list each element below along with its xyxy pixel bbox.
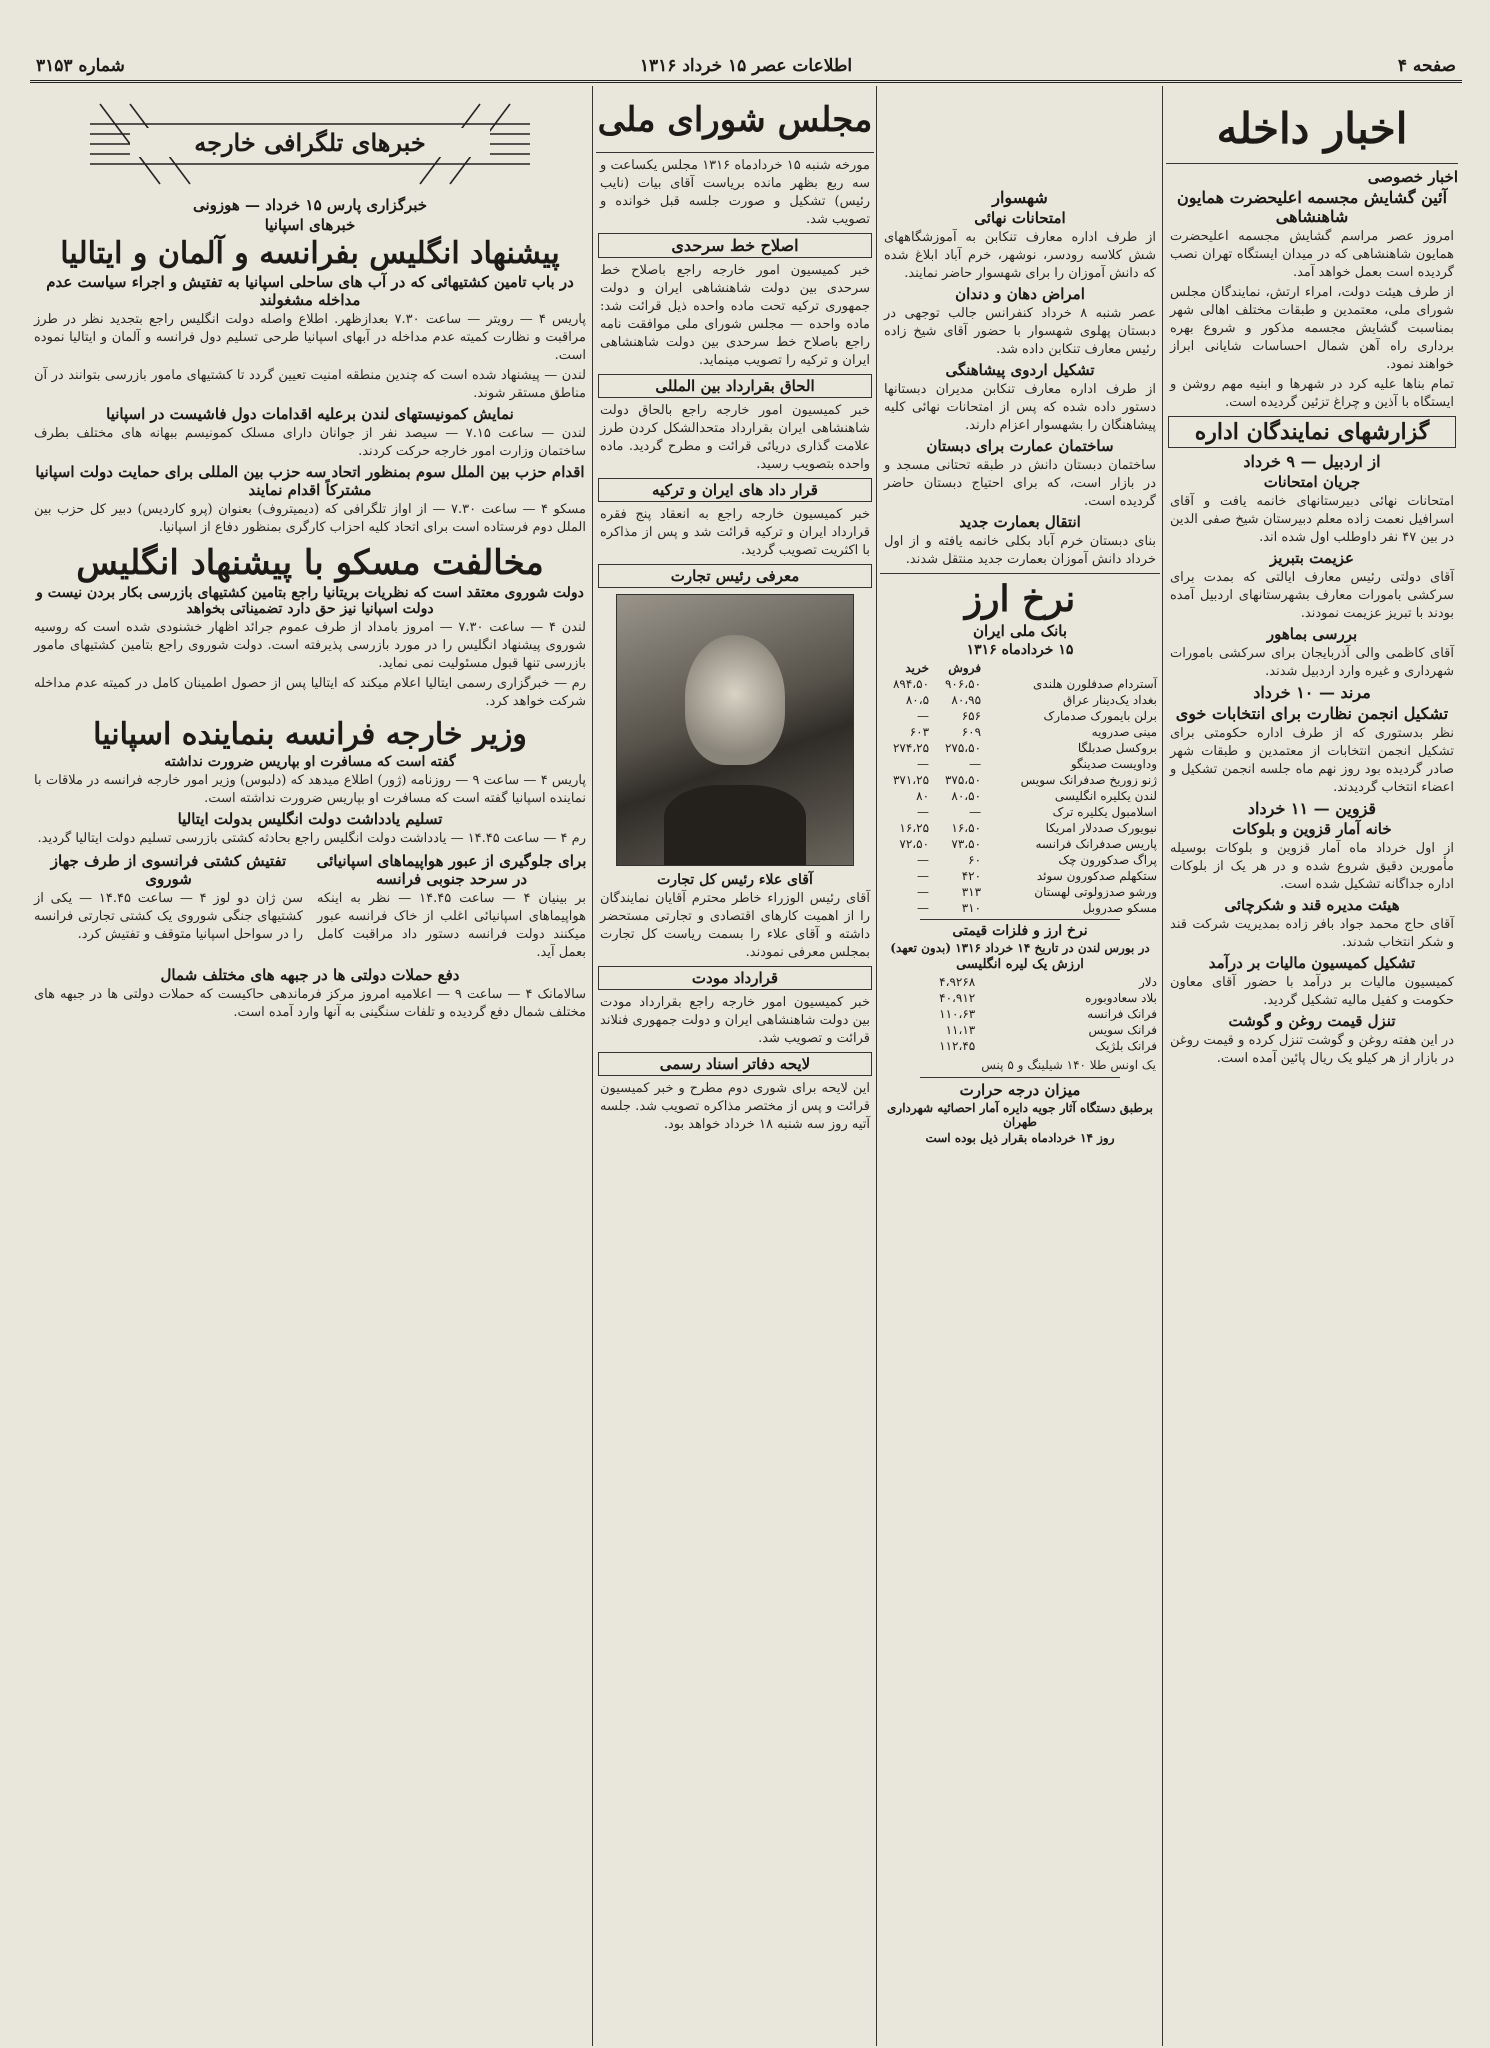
rate-row	[880, 692, 1160, 708]
buy-rate: ۲۷۴،۲۵	[892, 741, 930, 755]
gold-price: یک اونس طلا ۱۴۰ شیلینگ و ۵ پنس	[981, 1058, 1156, 1072]
rate-row	[880, 788, 1160, 804]
article-paragraph: خبر کمیسیون امور خارجه راجع بالحاق دولت شاهنشاهی ایران بقرارداد متحدالشکل کردن طرز علامت گذاری دریائی قرائت و مطرح گردید. ماده واحده بتصویب رسید.	[600, 403, 870, 472]
currency-name: ستکهلم صدکورون سوئد	[1036, 869, 1157, 883]
article-paragraph: رم — خبرگزاری رسمی ایتالیا اعلام میکند که ایتالیا پس از حصول اطمینان کامل در کمیته عدم مداخله شرکت خواهد کرد.	[34, 676, 586, 709]
article-paragraph: لندن — ساعت ۷.۱۵ — سیصد نفر از جوانان دارای مسلک کمونیسم ببهانه های مختلف بطرف ساختمان وزارت امور خارجه حرکت کردند.	[34, 426, 586, 459]
rates-date: ۱۵ خردادماه ۱۳۱۶	[966, 642, 1074, 658]
sell-rate: —	[969, 757, 982, 771]
inspection-story	[30, 850, 307, 964]
rate-row	[880, 884, 1160, 900]
article-paragraph: بر بینیان ۴ — ساعت ۱۴.۴۵ — نظر به اینکه هواپیماهای اسپانیائی اغلب از خاک فرانسه عبور میکنند دولت فرانسه دستور داد مراقبت کامل بعمل آید.	[317, 891, 587, 960]
issue-number: شماره ۳۱۵۳	[36, 56, 125, 76]
buy-rate: ۶۰۳	[909, 725, 930, 739]
board-headline: هیئت مدیره قند و شکرچائی	[1224, 896, 1400, 914]
article-paragraph: عصر شنبه ۸ خرداد کنفرانس جالب توجهی در دبستان پهلوی شهسوار با حضور آقای شیخ زاده رئیس معارف تنکابن داده شد.	[884, 306, 1156, 357]
ahar-headline: بررسی بماهور	[1266, 625, 1358, 643]
article-paragraph: امتحانات نهائی دبیرستانهای خانمه یافت و آقای اسرافیل نعمت زاده معلم دبیرستان شیخ صفی الدین در بین ۴۷ نفر داوطلب اول شده اند.	[1170, 494, 1454, 545]
london-protest-headline: نمایش کمونیستهای لندن برعلیه اقدامات دول فاشیست در اسپانیا	[106, 405, 514, 423]
fixed-rates-head: ارزش یک لیره انگلیسی	[956, 957, 1084, 972]
rate-value: ۴،۹۲۶۸	[939, 975, 976, 989]
currency-name: بروکسل صدبلگا	[1077, 741, 1157, 755]
article-paragraph: سن ژان دو لوز ۴ — ساعت ۱۴.۴۵ — یکی از کشتیهای جنگی شوروی یک کشتی تجارتی فرانسه را در سواحل اسپانیا متوقف و تفتیش کرد.	[34, 891, 304, 942]
border-headline: اصلاح خط سرحدی	[671, 236, 799, 255]
currency-name: پاریس صدفرانک فرانسه	[1035, 837, 1157, 851]
dateline-qazvin: قزوین — ۱۱ خرداد	[1247, 799, 1377, 818]
tax-headline: تشکیل کمیسیون مالیات بر درآمد	[1208, 954, 1416, 972]
currency-name: ژنو زوریخ صدفرانک سویس	[1020, 773, 1157, 787]
rate-row	[880, 1006, 1160, 1022]
article-paragraph: لندن ۴ — ساعت ۷.۳۰ — امروز بامداد از طرف عموم جرائد اظهار خشنودی شده است که روسیه شوروی پیشنهاد انگلیس را در مورد بازرسی پذیرفته است. دولت شوروی راجع بتامین کشتیهای مامور بازرسی تنها قبول مسئولیت نمی نماید.	[34, 620, 586, 671]
sell-rate: ۲۷۵،۵۰	[944, 741, 982, 755]
dateline-marand: مرند — ۱۰ خرداد	[1253, 683, 1371, 702]
currency-name: فرانک بلژیک	[1095, 1039, 1157, 1053]
rate-row	[880, 1038, 1160, 1054]
private-news-label: اخبار خصوصی	[1367, 168, 1458, 186]
column-rule	[592, 86, 593, 2046]
fixed-rates-title: نرخ ارز و فلزات قیمتی	[952, 923, 1088, 939]
article-paragraph: امروز عصر مراسم گشایش مجسمه اعلیحضرت همایون شاهنشاهی که در میدان ایستگاه تهران نصب گردیده است بعمل خواهد آمد.	[1170, 229, 1454, 280]
sell-rate: ۹۰۶،۵۰	[944, 677, 982, 691]
oil-headline: تنزل قیمت روغن و گوشت	[1228, 1012, 1396, 1030]
sell-rate: ۷۳،۵۰	[951, 837, 982, 851]
page-number: صفحه ۴	[1397, 56, 1456, 76]
page-header	[30, 56, 1462, 83]
front-headline: دفع حملات دولتی ها در جبهه های مختلف شمال	[160, 966, 460, 984]
buy-rate: ۳۷۱،۲۵	[892, 773, 930, 787]
rate-row	[880, 724, 1160, 740]
article-paragraph: از طرف هیئت دولت، امراء ارتش، نمایندگان مجلس شورای ملی، معتمدین و طبقات مختلف اهالی شهر بمناسبت گشایش مجسمه مذکور و شروع بهره برداری راه آهن شمال احساسات شایانی ابراز خواهند نمود.	[1170, 285, 1454, 372]
finals-headline: امتحانات نهائی	[974, 209, 1066, 227]
rate-row	[880, 1022, 1160, 1038]
aircraft-headline: برای جلوگیری از عبور هواپیماهای اسپانیائی در سرحد جنوبی فرانسه	[316, 852, 587, 888]
scouts-headline: تشکیل اردوی پیشاهنگی	[945, 361, 1095, 379]
article-paragraph: از طرف اداره معارف تنکابن به آموزشگاههای شش کلاسه رودسر، نوشهر، خرم آباد ابلاغ شده که دانش آموزان را برای شهسوار حاضر نمایند.	[884, 230, 1156, 281]
article-paragraph: خبر کمیسیون امور خارجه راجع باصلاح خط سرحدی بین دولت شاهنشاهی ایران و دولت جمهوری ترکیه تحت ماده واحده ذیل قرائت شد: ماده واحده — مجلس شورای ملی موافقت نامه راجع باصلاح خط سرحدی بین دولت شاهنشاهی ایران و ترکیه را تصویب مینماید.	[600, 263, 870, 368]
column-rule	[1162, 86, 1163, 2046]
buy-rate: —	[917, 885, 930, 899]
rate-row	[880, 836, 1160, 852]
committee-headline: تشکیل انجمن نظارت برای انتخابات خوی	[1175, 704, 1449, 723]
commerce-headline: معرفی رئیس تجارت	[670, 567, 800, 585]
treaty-headline: قرار داد های ایران و ترکیه	[652, 481, 818, 499]
rate-value: ۱۱۲،۴۵	[939, 1039, 976, 1053]
proposal-headline: پیشنهاد انگلیس بفرانسه و آلمان و ایتالیا	[60, 236, 560, 271]
fixed-rates-subtitle: در بورس لندن در تاریخ ۱۴ خرداد ۱۳۱۶ (بدون تعهد)	[890, 941, 1150, 955]
treaty2-headline: قرارداد مودت	[691, 969, 779, 987]
article-paragraph: رم ۴ — ساعت ۱۴.۴۵ — یادداشت دولت انگلیس راجع بحادثه کشتی بازرسی تسلیم دولت ایتالیا گردید.	[37, 831, 586, 846]
currency-name: اسلامبول یکلیره ترک	[1052, 805, 1157, 819]
article-paragraph: تمام بناها علیه کرد در شهرها و ابنیه مهم روشن و ایستگاه با آذین و چراغ تزئین گردیده است.	[1170, 377, 1454, 410]
shahsavar-title: شهسوار	[992, 188, 1048, 207]
article-paragraph: از اول خرداد ماه آمار قزوین و بلوکات بوسیله مأمورین دقیق شروع شده و در هر یک از بلوکات اداره جداگانه تشکیل شده است.	[1170, 841, 1454, 892]
registry-headline: لایحه دفاتر اسناد رسمی	[659, 1055, 811, 1073]
sell-rate: —	[969, 805, 982, 819]
buy-rate: ۸۹۴،۵۰	[892, 677, 930, 691]
domestic-masthead: اخبار داخله	[1216, 104, 1408, 153]
article-paragraph: آقای دولتی رئیس معارف ایالتی که بمدت برای سرکشی بامورات معارف بشهرستانهای اردبیل آمده بودند با تبریز عزیمت نمودند.	[1170, 570, 1454, 621]
currency-name: فرانک فرانسه	[1087, 1007, 1157, 1021]
majlis-column	[596, 88, 874, 2038]
aircraft-story	[313, 850, 590, 964]
international-headline: اقدام حزب بین الملل سوم بمنظور اتحاد سه حزب بین المللی برای حمایت دولت اسپانیا مشترکاً اقدام نمایند	[35, 463, 585, 499]
article-paragraph: آقای کاظمی والی آذربایجان برای سرکشی بامورات شهرداری و غیره وارد اردبیل شدند.	[1170, 646, 1454, 679]
temperature-source: برطبق دستگاه آثار جویه دایره آمار احصائیه شهرداری طهران	[887, 1101, 1153, 1129]
temperature-date: روز ۱۴ خردادماه بقرار ذیل بوده است	[925, 1131, 1115, 1145]
london-rates-table	[880, 974, 1160, 1054]
provinces-column	[880, 88, 1160, 2038]
buy-header: خرید	[905, 661, 930, 675]
rate-value: ۴۰،۹۱۲	[939, 991, 976, 1005]
rate-row	[880, 974, 1160, 990]
rates-bank: بانک ملی ایران	[972, 622, 1068, 640]
sell-rate: ۳۷۵،۵۰	[944, 773, 982, 787]
rates-title: نرخ ارز	[964, 578, 1076, 620]
photo-caption: آقای علاء رئیس کل تجارت	[657, 872, 813, 888]
buy-rate: —	[917, 757, 930, 771]
rate-row	[880, 676, 1160, 692]
proposal-subhead: در باب تامین کشتیهائی که در آب های ساحلی اسپانیا به تفتیش و اجراء سیاست عدم مداخله مشغولند	[46, 273, 574, 309]
article-paragraph: ساختمان دبستان دانش در طبقه تحتانی مسجد و در بازار است، که برای احتیاج دبستان حاضر گردیده است.	[884, 458, 1156, 509]
census-headline: خانه آمار قزوین و بلوکات	[1232, 820, 1392, 838]
rate-row	[880, 990, 1160, 1006]
note-headline: تسلیم یادداشت دولت انگلیس بدولت ایتالیا	[177, 810, 443, 828]
article-paragraph: لندن — پیشنهاد شده است که چندین منطقه امنیت تعیین گردد تا کشتیهای مامور بازرسی بتوانند در آن مناطق مستقر شوند.	[34, 368, 586, 401]
article-paragraph: مسکو ۴ — ساعت ۷.۳۰ — از اواز تلگرافی که (دیمیتروف) بعنوان (پرو کاردیس) دبیر کل حزب بین الملل دوم فرستاده است برای اتحاد کلیه احزاب کارگری بمنظور دفاع از اسپانیا.	[34, 502, 586, 535]
sell-rate: ۱۶،۵۰	[951, 821, 982, 835]
buy-rate: ۸۰	[916, 789, 930, 803]
buy-rate: —	[917, 901, 930, 915]
currency-name: مینی صدرویه	[1091, 725, 1157, 739]
currency-name: آستردام صدفلورن هلندی	[1033, 677, 1157, 691]
sell-rate: ۸۰،۵۰	[951, 789, 982, 803]
rate-value: ۱۱۰،۶۳	[939, 1007, 976, 1021]
french-minister-subhead: گفته است که مسافرت او بپاریس ضرورت نداشته	[164, 754, 456, 770]
sell-header: فروش	[948, 661, 982, 675]
sell-rate: ۶۰	[968, 853, 982, 867]
article-paragraph: پاریس ۴ — ساعت ۹ — روزنامه (ژور) اطلاع میدهد که (دلبوس) وزیر امور خارجه فرانسه در ملاقات با نماینده اسپانیا گفته است که مسافرت او بپاریس ضرورت نداشته است.	[34, 773, 586, 806]
rate-row	[880, 900, 1160, 916]
move-headline: انتقال بعمارت جدید	[959, 513, 1081, 531]
rate-row	[880, 868, 1160, 884]
buy-rate: —	[917, 869, 930, 883]
agency-dateline: خبرگزاری پارس ۱۵ خرداد — هوزونی	[192, 196, 428, 214]
rate-row	[880, 756, 1160, 772]
moscow-subhead: دولت شوروی معتقد است که نظریات بریتانیا راجع بتامین کشتیهای بازرسی بکار بردن نیست و دولت اسپانیا نیز حق دارد تضمیناتی بخواهد	[36, 585, 584, 617]
moscow-headline: مخالفت مسکو با پیشنهاد انگلیس	[76, 543, 544, 583]
sell-rate: ۶۵۶	[961, 709, 982, 723]
buy-rate: ۷۲،۵۰	[899, 837, 930, 851]
paper-title: اطلاعات عصر ۱۵ خرداد ۱۳۱۶	[639, 56, 853, 76]
foreign-news-column	[30, 88, 590, 2038]
exchange-rates-table	[880, 660, 1160, 916]
rate-row	[880, 804, 1160, 820]
sell-rate: ۸۰،۹۵	[951, 693, 982, 707]
article-paragraph: مورخه شنبه ۱۵ خردادماه ۱۳۱۶ مجلس یکساعت و سه ربع بظهر مانده بریاست آقای بیات (نایب رئیس) تشکیل و صورت جلسه قبل خوانده و تصویب شد.	[600, 158, 870, 227]
buy-rate: —	[917, 853, 930, 867]
article-paragraph: بنای دبستان خرم آباد بکلی خانمه یافته و از اول خرداد دانش آموزان بعمارت جدید منتقل شدند.	[884, 534, 1156, 567]
currency-name: مسکو صدروبل	[1082, 901, 1157, 915]
rate-row	[880, 820, 1160, 836]
currency-name: لندن یکلیره انگلیسی	[1054, 789, 1157, 803]
article-paragraph: پاریس ۴ — رویتر — ساعت ۷.۳۰ بعدازظهر. اطلاع واصله دولت انگلیس راجع بتجدید نظر در طرز مراقبت و نظارت کمیته عدم مداخله در آبهای اسپانیا طرحی تسلیم دول فرانسه و آلمان و ایتالیا نموده است.	[34, 312, 586, 363]
currency-name: دلار	[1139, 975, 1157, 989]
rate-row	[880, 852, 1160, 868]
building-headline: ساختمان عمارت برای دبستان	[926, 437, 1114, 455]
currency-name: پراگ صدکورون چک	[1058, 853, 1157, 867]
article-paragraph: از طرف اداره معارف تنکابن مدیران دبستانها دستور داده شده که پس از امتحانات نهائی کلیه پیشاهنگان را بشهسوار اعزام دارند.	[884, 382, 1156, 433]
currency-name: نیویورک صددلار امریکا	[1045, 821, 1157, 835]
exam-headline: جریان امتحانات	[1263, 473, 1361, 491]
rate-value: ۱۱،۱۳	[945, 1023, 976, 1037]
sell-rate: ۶۰۹	[961, 725, 982, 739]
temperature-title: میزان درجه حرارت	[959, 1081, 1081, 1099]
portrait-photo	[616, 594, 854, 866]
sell-rate: ۳۱۳	[961, 885, 982, 899]
majlis-title: مجلس شورای ملی	[597, 100, 873, 140]
article-paragraph: خبر کمیسیون خارجه راجع به انعقاد پنج فقره قرارداد ایران و ترکیه قرائت شد و پس از مذاکره با اکثریت تصویب گردید.	[600, 507, 870, 558]
currency-name: برلن بایمورک صدمارک	[1043, 709, 1157, 723]
currency-name: بغداد یک‌دینار عراق	[1063, 693, 1157, 707]
currency-name: وداویست صدینگو	[1070, 757, 1157, 771]
currency-name: فرانک سویس	[1088, 1023, 1157, 1037]
column-rule	[876, 86, 877, 2046]
article-paragraph: نظر بدستوری که از طرف اداره حکومتی برای تشکیل انجمن انتخابات از معتمدین و طبقات شهر صادر گردیده بود روز نهم ماه جلسه انجمن تشکیل و اعضاء انتخاب گردیدند.	[1170, 726, 1454, 795]
domestic-news-column	[1166, 88, 1458, 2038]
reports-title: گزارشهای نمایندگان اداره	[1194, 419, 1430, 445]
sell-rate: ۴۲۰	[961, 869, 982, 883]
article-paragraph: آقای رئیس الوزراء خاطر محترم آقایان نمایندگان را از اهمیت کارهای اقتصادی و تجارتی مستحضر داشته و آقای علاء را بسمت ریاست کل تجارت بمجلس معرفی نمودند.	[600, 891, 870, 960]
buy-rate: ۱۶،۲۵	[899, 821, 930, 835]
spain-kicker: خبرهای اسپانیا	[264, 216, 356, 234]
buy-rate: ۸۰،۵	[905, 693, 930, 707]
accession-headline: الحاق بقرارداد بین المللی	[655, 377, 815, 395]
article-paragraph: خبر کمیسیون امور خارجه راجع بقرارداد مودت بین دولت شاهنشاهی ایران و دولت جمهوری فنلاند قرائت و تصویب شد.	[600, 995, 870, 1046]
article-paragraph: در این هفته روغن و گوشت تنزل کرده و قیمت روغن در بازار از هر کیلو یک ریال پائین آمده است.	[1170, 1033, 1454, 1066]
currency-name: ورشو صدزولوتی لهستان	[1034, 885, 1157, 899]
statue-headline: آئین گشایش مجسمه اعلیحضرت همایون شاهنشاهی	[1176, 188, 1448, 226]
buy-rate: —	[917, 709, 930, 723]
buy-rate: —	[917, 805, 930, 819]
article-paragraph: این لایحه برای شوری دوم مطرح و خبر کمیسیون قرائت و پس از مختصر مذاکره تصویب شد. جلسه آتیه روز سه شنبه ۱۸ خرداد خواهد بود.	[600, 1081, 870, 1132]
currency-name: بلاد سعادوبوره	[1085, 991, 1157, 1005]
dateline-ardebil: از اردبیل — ۹ خرداد	[1243, 452, 1381, 471]
dental-headline: امراض دهان و دندان	[955, 285, 1085, 303]
article-paragraph: سالامانک ۴ — ساعت ۹ — اعلامیه امروز مرکز فرماندهی حاکیست که حملات دولتی ها در جبهه های مختلف شمال دفع گردیده و تلفات سنگینی به آنها وارد آمده است.	[34, 987, 586, 1020]
french-minister-headline: وزیر خارجه فرانسه بنماینده اسپانیا	[93, 717, 527, 752]
telegram-banner-title: خبرهای تلگرافی خارجه	[130, 128, 490, 157]
rate-row	[880, 708, 1160, 724]
inspection-headline: تفتیش کشتی فرانسوی از طرف جهاز شوروی	[50, 852, 287, 888]
telegram-banner	[70, 94, 550, 190]
article-paragraph: کمیسیون مالیات بر درآمد با حضور آقای معاون حکومت و کفیل مالیه تشکیل گردید.	[1170, 975, 1454, 1008]
rate-row	[880, 772, 1160, 788]
rate-row	[880, 740, 1160, 756]
sell-rate: ۳۱۰	[961, 901, 982, 915]
article-paragraph: آقای حاج محمد جواد بافر زاده بمدیریت شرکت قند و شکر انتخاب شدند.	[1170, 917, 1454, 950]
tabriz-headline: عزیمت بتبریز	[1270, 549, 1354, 567]
